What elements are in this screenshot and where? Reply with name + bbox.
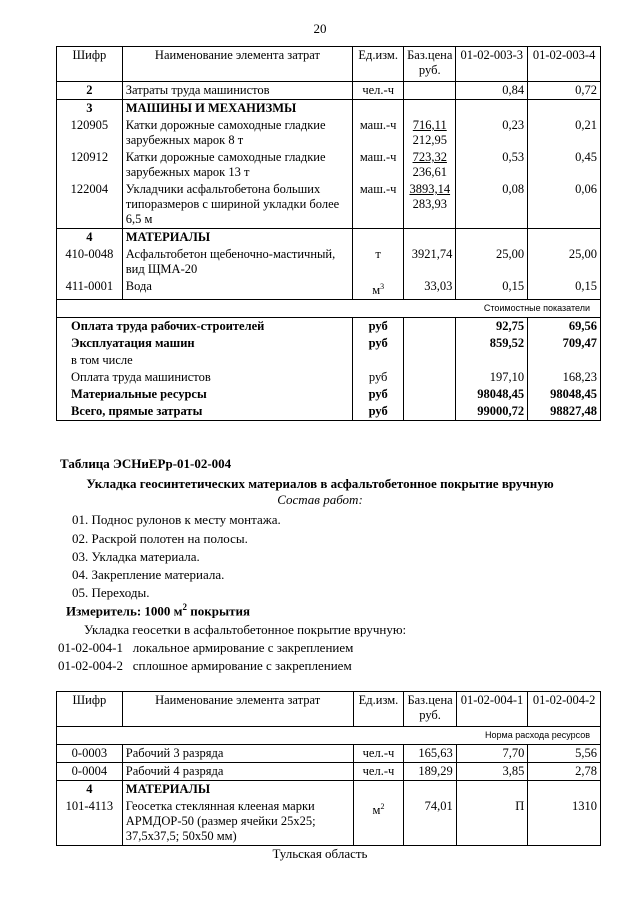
summary-value-1: 98048,45 xyxy=(456,386,528,403)
work-item: 04. Закрепление материала. xyxy=(72,567,225,582)
section-title: МАШИНЫ И МЕХАНИЗМЫ xyxy=(122,100,352,118)
table-header-row xyxy=(57,692,601,727)
row-price: 189,29 xyxy=(404,763,456,781)
section-title: МАТЕРИАЛЫ xyxy=(122,781,353,799)
subheader-row xyxy=(57,727,601,745)
row-unit: чел.-ч xyxy=(353,763,404,781)
row-unit: маш.-ч xyxy=(353,149,404,181)
column-header: Баз.цена руб. xyxy=(404,692,456,727)
row-price: 74,01 xyxy=(404,798,456,846)
column-header: Шифр xyxy=(57,47,123,82)
row-value-2: 0,45 xyxy=(528,149,601,181)
column-header: Ед.изм. xyxy=(353,692,404,727)
variant-line: 01-02-004-2 сплошное армирование с закреплением xyxy=(58,658,352,673)
row-price: 3921,74 xyxy=(404,246,456,278)
column-header: Баз.цена руб. xyxy=(404,47,456,82)
row-name: Укладчики асфальтобетона больших типоразмеров с шириной укладки более 6,5 м xyxy=(122,181,352,229)
row-code: 0-0004 xyxy=(57,763,123,781)
summary-row xyxy=(57,403,601,421)
row-value-2: 5,56 xyxy=(528,745,601,763)
row-name: Рабочий 4 разряда xyxy=(122,763,353,781)
row-unit: $м^3$ xyxy=(353,278,404,300)
row-value-1: 0,23 xyxy=(456,117,528,149)
table-row xyxy=(57,798,601,846)
column-header: Наименование элемента затрат xyxy=(122,47,352,82)
summary-label: Эксплуатация машин xyxy=(57,335,353,352)
row-code: 122004 xyxy=(57,181,123,229)
summary-value-2: 69,56 xyxy=(528,318,601,336)
table-label: Таблица ЭСНиЕРр-01-02-004 xyxy=(60,456,232,471)
summary-row xyxy=(57,369,601,386)
row-name: Затраты труда машинистов xyxy=(122,82,352,100)
row-value-1: 0,84 xyxy=(456,82,528,100)
column-header: Шифр xyxy=(57,692,123,727)
measure-unit: Измеритель: 1000 $м^2$ покрытия xyxy=(66,602,251,619)
row-name: Катки дорожные самоходные гладкие зарубежных марок 13 т xyxy=(122,149,352,181)
summary-value-1: 859,52 xyxy=(456,335,528,352)
column-header: 01-02-003-3 xyxy=(456,47,528,82)
summary-value-2: 98048,45 xyxy=(528,386,601,403)
row-unit: $м^2$ xyxy=(353,798,404,846)
summary-label: в том числе xyxy=(57,352,353,369)
row-code: 120912 xyxy=(57,149,123,181)
row-value-1: 3,85 xyxy=(456,763,528,781)
works-heading: Состав работ: xyxy=(277,492,363,507)
table-row xyxy=(57,763,601,781)
section-code: 3 xyxy=(57,100,123,118)
column-header: 01-02-003-4 xyxy=(528,47,601,82)
table-row xyxy=(57,82,601,100)
section-title: Укладка геосинтетических материалов в асфальтобетонное покрытие вручную xyxy=(86,476,554,491)
work-item: 02. Раскрой полотен на полосы. xyxy=(72,531,248,546)
work-item: 05. Переходы. xyxy=(72,585,150,600)
section-code: 4 xyxy=(57,229,123,247)
variant-line: 01-02-004-1 локальное армирование с закреплением xyxy=(58,640,354,655)
row-code: 410-0048 xyxy=(57,246,123,278)
row-value-1: П xyxy=(456,798,528,846)
summary-row xyxy=(57,352,601,369)
row-value-2: 25,00 xyxy=(528,246,601,278)
page-number: 20 xyxy=(313,21,327,36)
table-header-row xyxy=(57,47,601,82)
summary-value-1: 99000,72 xyxy=(456,403,528,421)
row-unit: маш.-ч xyxy=(353,181,404,229)
row-code: 2 xyxy=(57,82,123,100)
section-code: 4 xyxy=(57,781,123,799)
row-value-1: 0,53 xyxy=(456,149,528,181)
summary-label: Всего, прямые затраты xyxy=(57,403,353,421)
summary-value-2: 98827,48 xyxy=(528,403,601,421)
summary-unit: руб xyxy=(353,335,404,352)
table-row xyxy=(57,745,601,763)
summary-value-1: 92,75 xyxy=(456,318,528,336)
row-unit: т xyxy=(353,246,404,278)
section-row xyxy=(57,229,601,247)
cost-indicators-caption: Стоимостные показатели xyxy=(57,300,601,318)
row-value-1: 0,08 xyxy=(456,181,528,229)
row-value-1: 7,70 xyxy=(456,745,528,763)
table-row xyxy=(57,117,601,149)
resource-table-2 xyxy=(56,691,601,846)
row-name: Вода xyxy=(122,278,352,300)
summary-value-2: 168,23 xyxy=(528,369,601,386)
summary-row xyxy=(57,318,601,336)
table-row xyxy=(57,246,601,278)
row-price xyxy=(404,82,456,100)
summary-label: Оплата труда машинистов xyxy=(57,369,353,386)
summary-label: Оплата труда рабочих-строителей xyxy=(57,318,353,336)
description: Укладка геосетки в асфальтобетонное покрытие вручную: xyxy=(84,622,407,637)
table-row xyxy=(57,149,601,181)
section-row xyxy=(57,781,601,799)
column-header: 01-02-004-1 xyxy=(456,692,528,727)
row-value-1: 25,00 xyxy=(456,246,528,278)
work-item: 03. Укладка материала. xyxy=(72,549,200,564)
row-name: Геосетка стеклянная клееная марки АРМДОР-50 (размер ячейки 25х25; 37,5х37,5; 50х50 мм) xyxy=(122,798,353,846)
work-item: 01. Поднос рулонов к месту монтажа. xyxy=(72,512,281,527)
row-unit: чел.-ч xyxy=(353,745,404,763)
table-row xyxy=(57,278,601,300)
summary-unit: руб xyxy=(353,403,404,421)
row-price: 165,63 xyxy=(404,745,456,763)
summary-value-1: 197,10 xyxy=(456,369,528,386)
row-unit: чел.-ч xyxy=(353,82,404,100)
summary-unit: руб xyxy=(353,369,404,386)
cost-table-1 xyxy=(56,46,601,421)
subheader-row xyxy=(57,300,601,318)
column-header: Ед.изм. xyxy=(353,47,404,82)
row-value-2: 0,21 xyxy=(528,117,601,149)
section-row xyxy=(57,100,601,118)
row-value-2: 1310 xyxy=(528,798,601,846)
summary-unit: руб xyxy=(353,318,404,336)
row-name: Рабочий 3 разряда xyxy=(122,745,353,763)
table-row xyxy=(57,181,601,229)
row-unit: маш.-ч xyxy=(353,117,404,149)
row-price: 716,11 212,95 xyxy=(404,117,456,149)
row-price: 3893,14 283,93 xyxy=(404,181,456,229)
summary-label: Материальные ресурсы xyxy=(57,386,353,403)
row-value-1: 0,15 xyxy=(456,278,528,300)
row-code: 120905 xyxy=(57,117,123,149)
row-code: 101-4113 xyxy=(57,798,123,846)
row-code: 411-0001 xyxy=(57,278,123,300)
column-header: Наименование элемента затрат xyxy=(122,692,353,727)
summary-value-2: 709,47 xyxy=(528,335,601,352)
section-title: МАТЕРИАЛЫ xyxy=(122,229,352,247)
row-value-2: 0,15 xyxy=(528,278,601,300)
summary-row xyxy=(57,335,601,352)
summary-unit: руб xyxy=(353,386,404,403)
row-value-2: 0,72 xyxy=(528,82,601,100)
row-name: Катки дорожные самоходные гладкие зарубежных марок 8 т xyxy=(122,117,352,149)
column-header: 01-02-004-2 xyxy=(528,692,601,727)
page-footer: Тульская область xyxy=(272,846,368,861)
resource-norm-caption: Норма расхода ресурсов xyxy=(57,727,601,745)
row-value-2: 0,06 xyxy=(528,181,601,229)
row-price: 723,32 236,61 xyxy=(404,149,456,181)
row-value-2: 2,78 xyxy=(528,763,601,781)
summary-row xyxy=(57,386,601,403)
row-name: Асфальтобетон щебеночно-мастичный, вид ЩМА-20 xyxy=(122,246,352,278)
row-price: 33,03 xyxy=(404,278,456,300)
row-code: 0-0003 xyxy=(57,745,123,763)
